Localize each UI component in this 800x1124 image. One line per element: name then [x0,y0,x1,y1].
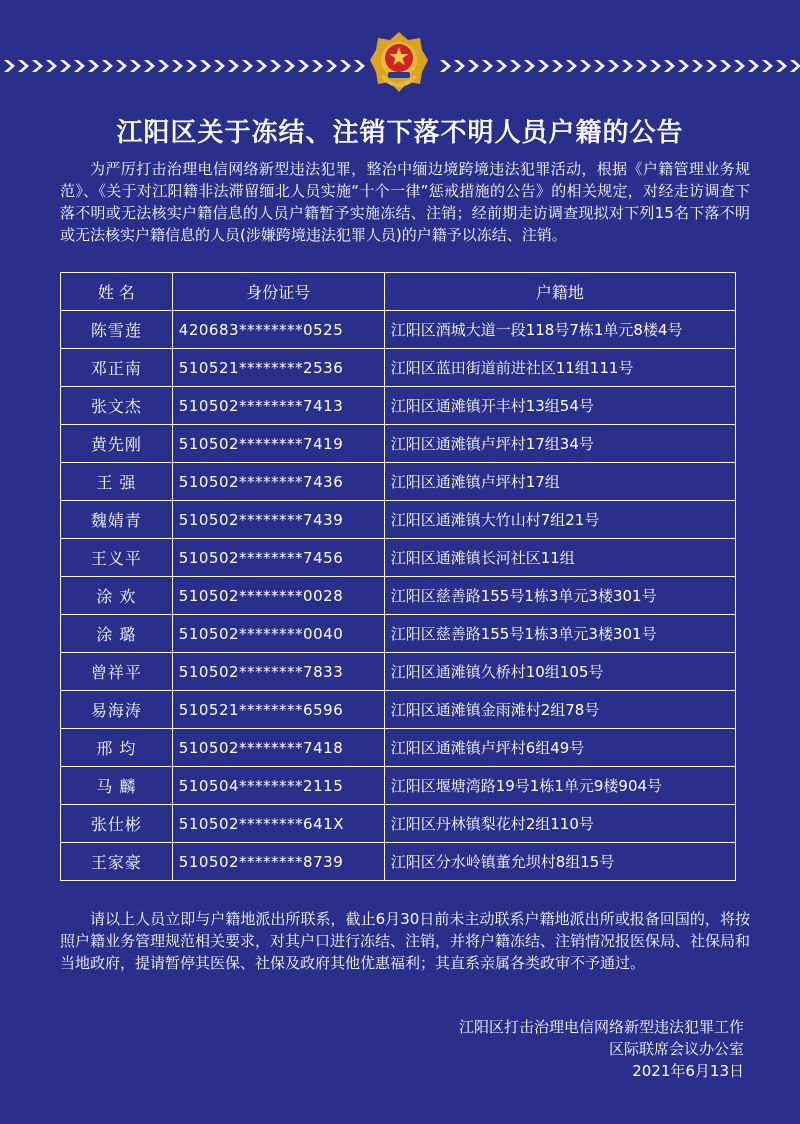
id-number-cell: 510504********2115 [172,767,384,805]
chevron-mark [468,60,479,72]
chevron-mark [650,60,661,72]
table-row [61,463,736,501]
header-registered-address: 户籍地 [384,273,735,311]
person-name-cell: 涂 璐 [61,615,173,653]
page-title: 江阳区关于冻结、注销下落不明人员户籍的公告 [116,118,684,148]
registered-address-cell: 江阳区慈善路155号1栋3单元3楼301号 [384,577,735,615]
closing-paragraph: 请以上人员立即与户籍地派出所联系，截止6月30日前未主动联系户籍地派出所或报备回国的，将按照户籍业务管理规范相关要求，对其户口进行冻结、注销，并将户籍冻结、注销情况报医保局、社保局和当地政府，提请暂停其医保、社保及政府其他优惠福利；其直系亲属各类政审不予通过。 [60,910,751,972]
chevron-mark [594,60,605,72]
chevron-mark [256,60,267,72]
table-header-row [61,273,736,311]
chevron-mark [566,60,577,72]
id-number-cell: 510502********7833 [172,653,384,691]
chevron-mark [74,60,85,72]
chevron-mark [748,60,759,72]
registered-address-cell: 江阳区分水岭镇董允坝村8组15号 [384,843,735,881]
chevron-mark [228,60,239,72]
table-row [61,501,736,539]
registered-address-cell: 江阳区通滩镇大竹山村7组21号 [384,501,735,539]
id-number-cell: 510502********8739 [172,843,384,881]
table-row [61,349,736,387]
registered-address-cell: 江阳区酒城大道一段118号7栋1单元8楼4号 [384,311,735,349]
table-row [61,311,736,349]
chevron-mark [608,60,619,72]
chevron-mark [172,60,183,72]
person-name-cell: 陈雪莲 [61,311,173,349]
chevron-mark [46,60,57,72]
chevron-mark [678,60,689,72]
person-name-cell: 张文杰 [61,387,173,425]
chevron-mark [720,60,731,72]
registered-address-cell: 江阳区丹林镇梨花村2组110号 [384,805,735,843]
issuer-signature [459,1016,744,1082]
chevron-mark [790,60,800,72]
persons-table [60,272,736,881]
chevron-mark [88,60,99,72]
person-name-cell: 邢 均 [61,729,173,767]
chevron-mark [762,60,773,72]
id-number-cell: 510502********0028 [172,577,384,615]
person-name-cell: 易海涛 [61,691,173,729]
person-name-cell: 王家豪 [61,843,173,881]
chevron-mark [524,60,535,72]
issue-date: 2021年6月13日 [632,1062,744,1080]
header-id-number: 身份证号 [172,273,384,311]
person-name-cell: 黄先刚 [61,425,173,463]
header-name: 姓 名 [61,273,173,311]
table-row [61,653,736,691]
person-name-cell: 王 强 [61,463,173,501]
person-name-cell: 涂 欢 [61,577,173,615]
issuer-line-1: 江阳区打击治理电信网络新型违法犯罪工作 [458,1018,744,1036]
chevron-mark [242,60,253,72]
table-row [61,539,736,577]
id-number-cell: 420683********0525 [172,311,384,349]
registered-address-cell: 江阳区通滩镇开丰村13组54号 [384,387,735,425]
registered-address-cell: 江阳区通滩镇卢坪村17组34号 [384,425,735,463]
chevron-mark [636,60,647,72]
registered-address-cell: 江阳区慈善路155号1栋3单元3楼301号 [384,615,735,653]
registered-address-cell: 江阳区通滩镇久桥村10组105号 [384,653,735,691]
chevron-mark [200,60,211,72]
chevron-mark [186,60,197,72]
person-name-cell: 邓正南 [61,349,173,387]
chevron-mark [312,60,323,72]
table-row [61,691,736,729]
id-number-cell: 510502********7439 [172,501,384,539]
id-number-cell: 510502********0040 [172,615,384,653]
chevron-mark [440,60,451,72]
table-row [61,805,736,843]
id-number-cell: 510502********7436 [172,463,384,501]
chevron-mark [18,60,29,72]
id-number-cell: 510521********2536 [172,349,384,387]
chevron-mark [144,60,155,72]
issuer-line-2: 区际联席会议办公室 [608,1040,744,1058]
person-name-cell: 魏婧青 [61,501,173,539]
registered-address-cell: 江阳区通滩镇卢坪村17组 [384,463,735,501]
chevron-mark [454,60,465,72]
table-row [61,387,736,425]
registered-address-cell: 江阳区堰塘湾路19号1栋1单元9楼904号 [384,767,735,805]
table-row [61,615,736,653]
id-number-cell: 510502********7413 [172,387,384,425]
chevron-mark [496,60,507,72]
chevron-mark [622,60,633,72]
id-number-cell: 510502********7456 [172,539,384,577]
chevron-mark [60,60,71,72]
table-row [61,767,736,805]
chevron-mark [298,60,309,72]
id-number-cell: 510502********7419 [172,425,384,463]
chevron-mark [326,60,337,72]
chevron-mark [158,60,169,72]
chevron-mark [552,60,563,72]
chevron-mark [116,60,127,72]
chevron-mark [482,60,493,72]
chevron-mark [32,60,43,72]
chevron-mark [664,60,675,72]
person-name-cell: 曾祥平 [61,653,173,691]
chevron-mark [580,60,591,72]
chevron-mark [340,60,351,72]
registered-address-cell: 江阳区通滩镇卢坪村6组49号 [384,729,735,767]
id-number-cell: 510502********641X [172,805,384,843]
registered-address-cell: 江阳区通滩镇金雨滩村2组78号 [384,691,735,729]
chevron-mark [776,60,787,72]
chevron-mark [354,60,365,72]
id-number-cell: 510502********7418 [172,729,384,767]
police-badge-emblem-icon [368,30,430,96]
chevron-mark [510,60,521,72]
chevron-mark [130,60,141,72]
table-row [61,843,736,881]
chevron-mark [214,60,225,72]
chevron-mark [284,60,295,72]
table-row [61,577,736,615]
chevron-mark [692,60,703,72]
registered-address-cell: 江阳区通滩镇长河社区11组 [384,539,735,577]
person-name-cell: 张仕彬 [61,805,173,843]
table-row [61,425,736,463]
chevron-mark [734,60,745,72]
chevron-mark [706,60,717,72]
intro-paragraph: 为严厉打击治理电信网络新型违法犯罪，整治中缅边境跨境违法犯罪活动，根据《户籍管理业务规范》、《关于对江阳籍非法滞留缅北人员实施“十个一律”惩戒措施的公告》的相关规定，对经走访调查下落不明或无法核实户籍信息的人员户籍暂予实施冻结、注销；经前期走访调查现拟对下列15名下落不明或无法核实户籍信息的人员(涉嫌跨境违法犯罪人员)的户籍予以冻结、注销。 [60,160,750,244]
id-number-cell: 510521********6596 [172,691,384,729]
person-name-cell: 马 麟 [61,767,173,805]
chevron-mark [538,60,549,72]
registered-address-cell: 江阳区蓝田街道前进社区11组111号 [384,349,735,387]
chevron-mark [4,60,15,72]
table-row [61,729,736,767]
chevron-mark [102,60,113,72]
chevron-mark [270,60,281,72]
person-name-cell: 王义平 [61,539,173,577]
